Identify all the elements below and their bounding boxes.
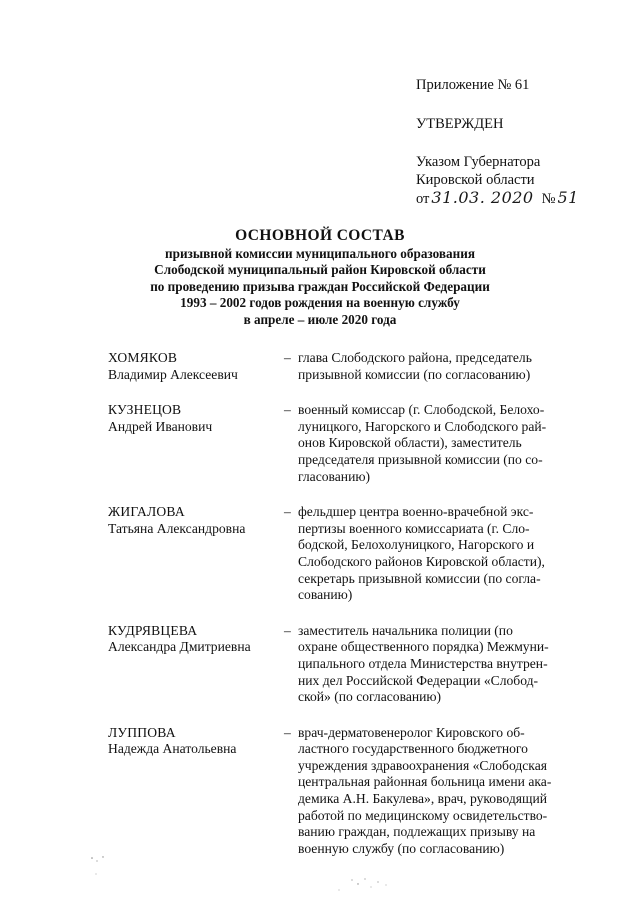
member-surname: КУЗНЕЦОВ (108, 402, 182, 418)
dash-separator: – (284, 350, 291, 365)
position-line: заместитель начальника полиции (по (298, 622, 513, 638)
position-line: военный комиссар (г. Слободской, Белохо- (298, 402, 545, 418)
position-line: глава Слободского района, председатель (298, 350, 532, 365)
position-line: сованию) (298, 587, 353, 603)
position-line: бодской, Белохолуницкого, Нагорского и (298, 537, 535, 553)
position-line: Слободского районов Кировской области), (298, 553, 545, 569)
member-position (298, 725, 583, 858)
member-entry (108, 350, 583, 383)
position-line: онов Кировской области), заместитель (298, 435, 522, 451)
dash-separator: – (284, 724, 291, 740)
position-line: военную службу (по согласованию) (298, 840, 505, 856)
member-name (108, 504, 284, 604)
title-line: 1993 – 2002 годов рождения на военную службу (180, 295, 460, 311)
position-line: них дел Российской Федерации «Слобод- (298, 672, 539, 688)
position-line: центральная районная больница имени ака- (298, 774, 552, 790)
member-given-name: Татьяна Александровна (108, 520, 246, 536)
date-prefix: от (416, 191, 430, 207)
position-line: работой по медицинскому освидетельство- (298, 807, 548, 823)
member-entry (108, 504, 583, 604)
member-name (108, 623, 284, 706)
title-line: в апреле – июле 2020 года (243, 311, 397, 327)
position-line: демика А.Н. Бакулева», врач, руководящий (298, 791, 548, 807)
handwritten-number: 51 (557, 188, 579, 207)
handwritten-date: 31.03. 2020 (431, 188, 534, 207)
position-line: луницкого, Нагорского и Слободского рай- (298, 418, 547, 434)
member-surname: КУДРЯВЦЕВА (108, 622, 198, 638)
title-line: по проведению призыва граждан Российской Федерации (150, 278, 490, 294)
member-position (298, 350, 583, 383)
member-given-name: Александра Дмитриевна (108, 639, 251, 655)
member-name (108, 725, 284, 858)
document-title (0, 226, 640, 328)
position-line: ванию граждан, подлежащих призыву на (298, 824, 536, 840)
title-main: ОСНОВНОЙ СОСТАВ (235, 227, 405, 244)
dash-separator: – (284, 402, 291, 418)
member-surname: ЖИГАЛОВА (108, 504, 185, 520)
position-line: призывной комиссии (по согласованию) (298, 366, 531, 382)
member-entry (108, 402, 583, 485)
member-given-name: Владимир Алексеевич (108, 366, 238, 382)
number-prefix: № (541, 191, 556, 207)
position-line: фельдшер центра военно-врачебной экс- (298, 504, 534, 520)
dash-separator: – (284, 504, 291, 520)
dash-separator: – (284, 622, 291, 638)
position-line: учреждения здравоохранения «Слободская (298, 757, 547, 773)
position-line: ской» (по согласованию) (298, 689, 442, 705)
member-position (298, 402, 583, 485)
member-given-name: Надежда Анатольевна (108, 741, 237, 757)
position-line: охране общественного порядка) Межмуни- (298, 639, 549, 655)
approved-label: УТВЕРЖДЕН (416, 116, 504, 132)
member-name (108, 350, 284, 383)
title-line: призывной комиссии муниципального образования (165, 246, 475, 261)
member-position (298, 623, 583, 706)
position-line: врач-дерматовенеролог Кировского об- (298, 724, 525, 740)
decree-line-2: Кировской области (416, 172, 535, 188)
member-name (108, 402, 284, 485)
position-line: секретарь призывной комиссии (по согла- (298, 570, 541, 586)
member-surname: ХОМЯКОВ (108, 350, 178, 365)
decree-line-1: Указом Губернатора (416, 154, 541, 170)
commission-members-list (108, 350, 583, 857)
decree-date-line (416, 189, 626, 208)
member-given-name: Андрей Иванович (108, 418, 213, 434)
position-line: ластного государственного бюджетного (298, 741, 528, 757)
approval-header (416, 76, 626, 208)
member-surname: ЛУППОВА (108, 724, 176, 740)
member-entry (108, 725, 583, 858)
member-entry (108, 623, 583, 706)
position-line: гласованию) (298, 468, 371, 484)
position-line: председателя призывной комиссии (по со- (298, 451, 543, 467)
position-line: ципального отдела Министерства внутрен- (298, 655, 548, 671)
position-line: пертизы военного комиссариата (г. Сло- (298, 520, 530, 536)
title-line: Слободской муниципальный район Кировской области (154, 262, 486, 278)
member-position (298, 504, 583, 604)
appendix-number: Приложение № 61 (416, 77, 530, 93)
